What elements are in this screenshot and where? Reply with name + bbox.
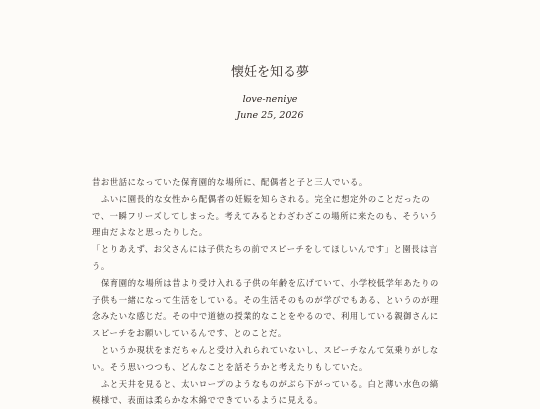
- article-body: [92, 174, 446, 409]
- article-paragraph: ふいに園長的な女性から配偶者の妊娠を知らされる。完全に想定外のことだったので、一瞬フリーズしてしまった。考えてみるとわざわざこの場所に来たのも、そういう理由だよなと思ったりした。: [92, 193, 439, 238]
- post-author[interactable]: love-neniye: [242, 94, 298, 105]
- post-date: June 25, 2026: [236, 110, 304, 121]
- article-paragraph: ふと天井を見ると、太いロープのようなものがぶら下がっている。白と薄い水色の縞模様で、表面は柔らかな木綿でできているように見える。: [92, 378, 439, 406]
- article-paragraph: 昔お世話になっていた保育園的な場所に、配偶者と子と三人でいる。: [92, 177, 368, 187]
- article-paragraph: 保育園的な場所は昔より受け入れる子供の年齢を広げていて、小学校低学年あたりの子供も一緒になって生活をしている。その生活そのものが学びでもある、というのが理念みたいな感じだ。その中で道徳の授業的なことをやるので、利用している親御さんにスピーチをお願いしているんです、とのことだ。: [92, 277, 439, 339]
- article-paragraph: というか現状をまだちゃんと受け入れられていないし、スピーチなんて気乗りがしない。そう思いつつも、どんなことを話そうかと考えたりもしていた。: [92, 344, 439, 372]
- article-paragraph: 「とりあえず、お父さんには子供たちの前でスピーチをしてほしいんです」と園長は言う。: [92, 244, 438, 271]
- post-title: 懐妊を知る夢: [230, 65, 309, 80]
